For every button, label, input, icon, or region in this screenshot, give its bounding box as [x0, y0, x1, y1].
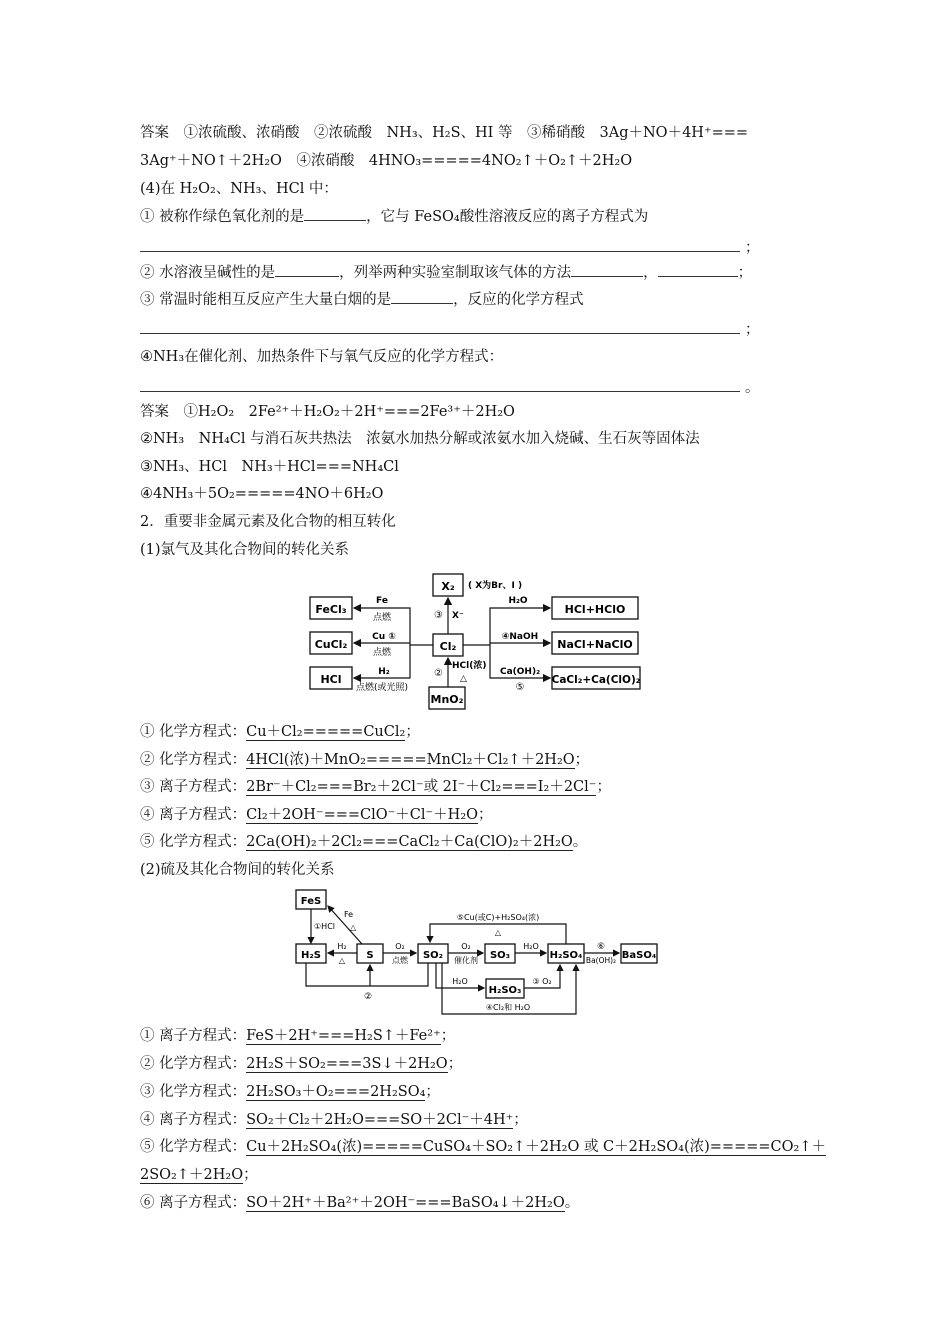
q4-item-3-text-b: ，反应的化学方程式 [453, 292, 584, 308]
q4-item-3-text-a: ③ 常温时能相互反应产生大量白烟的是 [140, 292, 392, 308]
h2s-label: H₂S [301, 950, 321, 961]
o2-label: O₂ [461, 942, 471, 951]
cl-equation-3 [140, 777, 611, 797]
eq-end: ； [425, 1084, 440, 1100]
q4-item-4: ④NH₃在催化剂、加热条件下与氧气反应的化学方程式： [140, 349, 504, 365]
subsection-sulfur: (2)硫及其化合物间的转化关系 [140, 862, 335, 878]
eq-end: ； [478, 807, 493, 823]
section-title: 2．重要非金属元素及化合物的相互转化 [140, 514, 396, 530]
eq-answer: 2H₂S＋SO₂===3S↓＋2H₂O [246, 1056, 448, 1072]
answer2-line-1: 答案 ①H₂O₂ 2Fe²⁺＋H₂O₂＋2H⁺===2Fe³⁺＋2H₂O [140, 404, 515, 420]
h2-label: H₂ [378, 667, 390, 677]
s-equation-4 [140, 1110, 528, 1130]
h2-label: H₂ [337, 942, 347, 951]
semicolon: ； [745, 322, 760, 338]
cl2-h2o-label: ④Cl₂和 H₂O [485, 1003, 531, 1012]
catalyst-label: 催化剂 [454, 956, 478, 965]
eq-end: ； [440, 1028, 456, 1044]
cacl2-caclo2-label: CaCl₂+Ca(ClO)₂ [551, 674, 641, 686]
answer2-line-4: ④4NH₃＋5O₂=====4NO＋6H₂O [140, 486, 384, 502]
so2-label: SO₂ [422, 950, 444, 961]
x2-label: X₂ [441, 580, 455, 593]
eq-answer: 2Br⁻＋Cl₂===Br₂＋2Cl⁻或 2I⁻＋Cl₂===I₂＋2Cl⁻ [246, 779, 597, 795]
cucl2-label: CuCl₂ [314, 638, 348, 651]
eq-label: ① 离子方程式： [140, 1028, 247, 1044]
eq-end: ； [405, 724, 420, 740]
h2so3-label: H₂SO₃ [488, 985, 522, 996]
eq-answer: 4HCl(浓)＋MnO₂=====MnCl₂＋Cl₂↑＋2H₂O [246, 752, 575, 768]
eq-end: ； [447, 1056, 463, 1072]
eq-end: ； [596, 779, 611, 795]
eq-label: ⑥ 离子方程式： [140, 1195, 247, 1211]
s-equation-6 [140, 1193, 579, 1213]
h2o-label: H₂O [523, 942, 539, 951]
q4-item-3 [140, 289, 584, 310]
eq-label: ② 化学方程式： [140, 1056, 247, 1072]
fecl3-label: FeCl₃ [315, 603, 347, 616]
eq-label: ⑤ 化学方程式： [140, 1139, 247, 1155]
hcl-hclo-label: HCl+HClO [564, 603, 626, 616]
eq-end: 。 [572, 834, 588, 850]
s-equation-5-cont [140, 1165, 258, 1185]
chlorine-diagram [300, 568, 650, 712]
period: 。 [745, 380, 760, 396]
cu-c-h2so4-label: ⑤Cu(或C)+H₂SO₄(浓) [456, 913, 540, 922]
fes-label: FeS [300, 896, 322, 907]
q4-item-1-text-b: ，它与 FeSO₄酸性溶液反应的离子方程式为 [366, 209, 649, 225]
semicolon: ； [737, 265, 753, 281]
ignite-label-1: 点燃 [372, 613, 392, 623]
heat-label: △ [350, 923, 357, 932]
eq-label: ③ 化学方程式： [140, 1084, 247, 1100]
answer-blank[interactable] [571, 262, 643, 277]
heat-label: △ [338, 956, 346, 965]
cl-equation-1 [140, 722, 420, 742]
eq-label: ① 化学方程式： [140, 724, 247, 740]
step-5-label: ⑤ [515, 682, 525, 693]
eq-answer: 2Ca(OH)₂＋2Cl₂===CaCl₂＋Ca(ClO)₂＋2H₂O [246, 834, 573, 850]
eq-end: ； [574, 752, 590, 768]
eq-label: ④ 离子方程式： [140, 1112, 247, 1128]
eq-label: ③ 离子方程式： [140, 779, 247, 795]
fe-label: Fe [376, 596, 388, 606]
semicolon: ； [745, 240, 760, 256]
cu-label: Cu ① [372, 632, 396, 642]
ignite-label: 点燃 [392, 956, 408, 965]
subsection-chlorine: (1)氯气及其化合物间的转化关系 [140, 542, 350, 558]
answer-blank[interactable] [304, 206, 366, 221]
h2o-label: H₂O [508, 596, 528, 606]
answer-rule[interactable] [140, 333, 740, 334]
cl-equation-5 [140, 832, 587, 852]
answer2-line-3: ③NH₃、HCl NH₃＋HCl===NH₄Cl [140, 459, 399, 475]
q4-item-2-text-b: ，列举两种实验室制取该气体的方法 [339, 265, 572, 281]
s-equation-3 [140, 1082, 440, 1102]
ignite-label-2: 点燃 [372, 648, 392, 658]
answer-line-1: 答案 ①浓硫酸、浓硝酸 ②浓硫酸 NH₃、H₂S、HI 等 ③稀硝酸 3Ag＋NO＋4H⁺=== [140, 125, 749, 141]
heat-label: △ [494, 928, 502, 937]
baso4-label: BaSO₄ [621, 950, 657, 961]
q4-item-1-text-a: ① 被称作绿色氧化剂的是 [140, 209, 305, 225]
heat-label: △ [460, 674, 467, 684]
q4-item-1 [140, 206, 648, 227]
eq-label: ② 化学方程式： [140, 752, 247, 768]
eq-end: ； [513, 1112, 528, 1128]
answer-blank[interactable] [658, 262, 738, 277]
eq-answer: SO₂＋Cl₂＋2H₂O===SO＋2Cl⁻＋4H⁺ [246, 1112, 514, 1128]
eq-answer: SO＋2H⁺＋Ba²⁺＋2OH⁻===BaSO₄↓＋2H₂O [246, 1195, 565, 1211]
answer-blank[interactable] [391, 289, 453, 304]
s-label: S [366, 950, 374, 961]
step-6-label: ⑥ [596, 942, 606, 952]
sulfur-diagram [290, 886, 662, 1020]
eq-answer: FeS＋2H⁺===H₂S↑＋Fe²⁺ [246, 1028, 441, 1044]
answer-line-2: 3Ag⁺＋NO↑＋2H₂O ④浓硝酸 4HNO₃=====4NO₂↑＋O₂↑＋2H₂O [140, 153, 633, 169]
answer2-line-2: ②NH₃ NH₄Cl 与消石灰共热法 浓氨水加热分解或浓氨水加入烧碱、生石灰等固体法 [140, 431, 700, 447]
cl-equation-4 [140, 805, 493, 825]
nacl-naclo-label: NaCl+NaClO [557, 638, 633, 651]
mno2-label: MnO₂ [430, 693, 464, 706]
answer-rule[interactable] [140, 251, 740, 252]
naoh-label: ④NaOH [501, 632, 539, 642]
cl2-label: Cl₂ [439, 640, 457, 653]
eq-answer: 2H₂SO₃＋O₂===2H₂SO₄ [246, 1084, 426, 1100]
h2o-label: H₂O [452, 977, 468, 986]
eq-answer: Cl₂＋2OH⁻===ClO⁻＋Cl⁻＋H₂O [246, 807, 479, 823]
q4-item-2 [140, 262, 752, 283]
step-3-label: ③ [434, 610, 443, 621]
eq-end: 。 [564, 1195, 580, 1211]
q4-heading: (4)在 H₂O₂、NH₃、HCl 中： [140, 181, 338, 197]
h2so4-label: H₂SO₄ [549, 950, 583, 961]
step-2-label: ② [434, 668, 443, 679]
ignite-label-3: 点燃(或光照) [355, 683, 409, 693]
answer-blank[interactable] [275, 262, 339, 277]
step-3-o2-label: ③ O₂ [532, 977, 552, 986]
comma: ， [643, 265, 658, 281]
baoh2-label: Ba(OH)₂ [585, 956, 617, 965]
hcl-step-label: ①HCl [314, 922, 335, 931]
so3-label: SO₃ [489, 950, 511, 961]
x2-note: ( X为Br、I ) [468, 581, 523, 591]
s-equation-5 [140, 1137, 826, 1157]
hcl-label: HCl [320, 673, 342, 686]
hcl-conc-label: HCl(浓) [452, 661, 487, 671]
s-equation-2 [140, 1054, 462, 1074]
eq-answer: Cu＋Cl₂=====CuCl₂ [246, 724, 406, 740]
cl-equation-2 [140, 750, 589, 770]
eq-label: ⑤ 化学方程式： [140, 834, 247, 850]
step-2-label: ② [363, 992, 373, 1002]
q4-item-2-text-a: ② 水溶液呈碱性的是 [140, 265, 276, 281]
o2-label: O₂ [395, 942, 405, 951]
eq-answer: Cu＋2H₂SO₄(浓)=====CuSO₄＋SO₂↑＋2H₂O 或 C＋2H₂SO₄(浓)=====CO₂↑＋ [246, 1139, 826, 1155]
fe-label: Fe [344, 910, 354, 919]
eq-answer: 2SO₂↑＋2H₂O [140, 1167, 244, 1183]
xminus-label: X⁻ [452, 611, 464, 621]
answer-rule[interactable] [140, 391, 740, 392]
s-equation-1 [140, 1026, 455, 1046]
eq-end: ； [243, 1167, 258, 1183]
caoh2-label: Ca(OH)₂ [499, 667, 541, 677]
eq-label: ④ 离子方程式： [140, 807, 247, 823]
